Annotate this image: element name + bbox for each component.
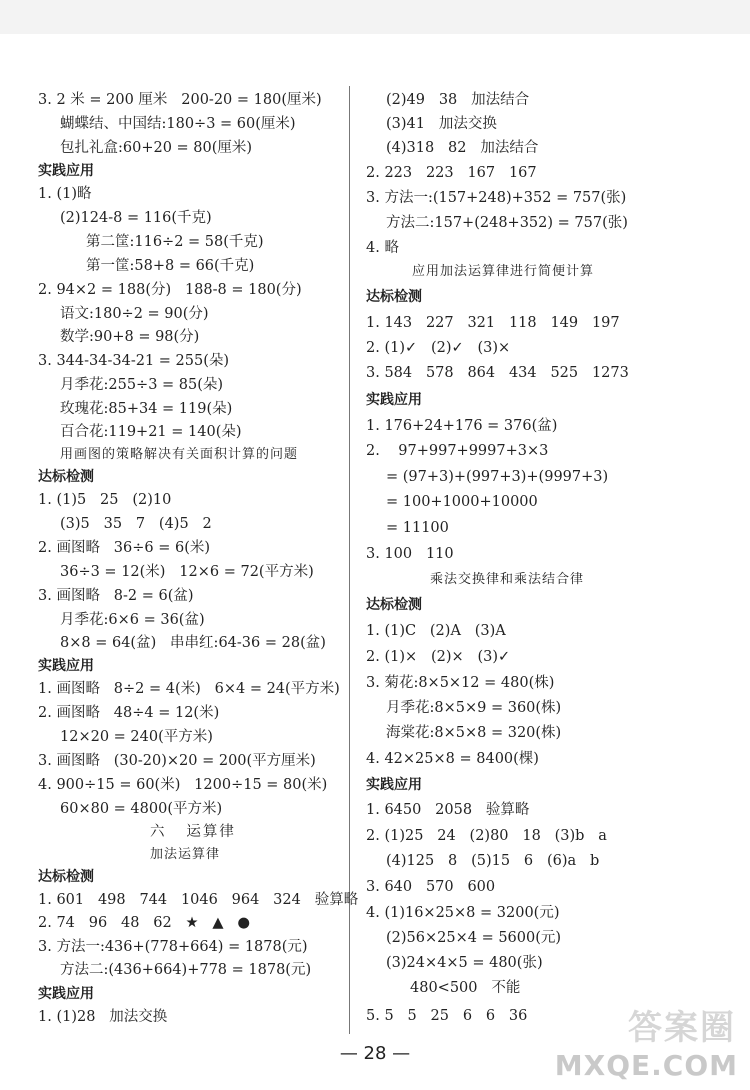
answer-line: (2)124-8 = 116(千克) bbox=[60, 210, 212, 226]
answer-line: 玫瑰花:85+34 = 119(朵) bbox=[60, 401, 233, 417]
answer-line: 1. 6450 2058 验算略 bbox=[366, 802, 530, 818]
section-heading: 达标检测 bbox=[38, 869, 94, 885]
answer-line: 月季花:255÷3 = 85(朵) bbox=[60, 377, 224, 393]
answer-line: (3)24×4×5 = 480(张) bbox=[386, 955, 543, 971]
subsection-title: 加法运算律 bbox=[150, 847, 221, 862]
watermark-logo bbox=[554, 998, 744, 1084]
answer-line: 方法二:(436+664)+778 = 1878(元) bbox=[60, 962, 312, 978]
answer-line: 第二筐:116÷2 = 58(千克) bbox=[86, 234, 264, 250]
section-heading: 达标检测 bbox=[38, 469, 94, 485]
subsection-title: 应用加法运算律进行简便计算 bbox=[412, 264, 595, 279]
answer-line: 2. (1)× (2)× (3)✓ bbox=[366, 649, 511, 665]
answer-line: 百合花:119+21 = 140(朵) bbox=[60, 424, 242, 440]
answer-line: 2. 94×2 = 188(分) 188-8 = 180(分) bbox=[38, 282, 302, 298]
answer-line: 8×8 = 64(盆) 串串红:64-36 = 28(盆) bbox=[60, 635, 326, 651]
answer-line: 4. 900÷15 = 60(米) 1200÷15 = 80(米) bbox=[38, 777, 328, 793]
watermark-main-text: 答案圈 bbox=[628, 1008, 736, 1048]
answer-line: 3. 584 578 864 434 525 1273 bbox=[366, 365, 629, 381]
answer-line: 数学:90+8 = 98(分) bbox=[60, 329, 200, 345]
answer-line: 1. 143 227 321 118 149 197 bbox=[366, 315, 620, 331]
answer-line: (2)49 38 加法结合 bbox=[386, 92, 530, 108]
answer-line: 蝴蝶结、中国结:180÷3 = 60(厘米) bbox=[60, 116, 296, 132]
answer-line: 2. 74 96 48 62 ★ ▲ ● bbox=[38, 915, 251, 931]
answer-line: 1. 176+24+176 = 376(盆) bbox=[366, 418, 558, 434]
top-band bbox=[0, 0, 750, 34]
answer-line: 4. 42×25×8 = 8400(棵) bbox=[366, 751, 539, 767]
answer-line: 4. (1)16×25×8 = 3200(元) bbox=[366, 905, 560, 921]
answer-line: 月季花:8×5×9 = 360(株) bbox=[386, 700, 562, 716]
answer-line: 1. 画图略 8÷2 = 4(米) 6×4 = 24(平方米) bbox=[38, 681, 340, 697]
answer-line: 2. 97+997+9997+3×3 bbox=[366, 443, 549, 459]
answer-line: 第一筐:58+8 = 66(千克) bbox=[86, 258, 255, 274]
answer-line: 2. (1)25 24 (2)80 18 (3)b a bbox=[366, 828, 607, 844]
answer-line: 60×80 = 4800(平方米) bbox=[60, 801, 223, 817]
answer-line: 2. 画图略 36÷6 = 6(米) bbox=[38, 540, 211, 556]
answer-line: 1. (1)C (2)A (3)A bbox=[366, 623, 506, 639]
answer-line: (4)125 8 (5)15 6 (6)a b bbox=[386, 853, 600, 869]
answer-line: 1. (1)28 加法交换 bbox=[38, 1009, 168, 1025]
answer-line: 3. 方法一:436+(778+664) = 1878(元) bbox=[38, 939, 308, 955]
section-heading: 达标检测 bbox=[366, 289, 422, 305]
answer-line: 语文:180÷2 = 90(分) bbox=[60, 306, 209, 322]
answer-line: 月季花:6×6 = 36(盆) bbox=[60, 612, 205, 628]
answer-line: = (97+3)+(997+3)+(9997+3) bbox=[386, 469, 609, 485]
answer-line: 2. (1)✓ (2)✓ (3)× bbox=[366, 340, 511, 356]
answer-line: 480<500 不能 bbox=[410, 980, 521, 996]
answer-line: 包扎礼盒:60+20 = 80(厘米) bbox=[60, 140, 253, 156]
answer-line: 3. 640 570 600 bbox=[366, 879, 496, 895]
section-heading: 实践应用 bbox=[366, 777, 422, 793]
answer-line: 3. 画图略 8-2 = 6(盆) bbox=[38, 588, 194, 604]
subsection-title: 乘法交换律和乘法结合律 bbox=[430, 572, 585, 587]
answer-line: 3. 344-34-34-21 = 255(朵) bbox=[38, 353, 230, 369]
answer-line: 2. 画图略 48÷4 = 12(米) bbox=[38, 705, 220, 721]
answer-line: 3. 2 米 = 200 厘米 200-20 = 180(厘米) bbox=[38, 92, 322, 108]
section-heading: 实践应用 bbox=[38, 658, 94, 674]
subsection-title: 用画图的策略解决有关面积计算的问题 bbox=[60, 447, 299, 462]
answer-line: 3. 100 110 bbox=[366, 546, 454, 562]
answer-line: = 100+1000+10000 bbox=[386, 494, 538, 510]
section-heading: 实践应用 bbox=[38, 986, 94, 1002]
answer-line: (3)41 加法交换 bbox=[386, 116, 497, 132]
answer-line: 3. 方法一:(157+248)+352 = 757(张) bbox=[366, 190, 627, 206]
answer-line: (2)56×25×4 = 5600(元) bbox=[386, 930, 562, 946]
answer-line: 36÷3 = 12(米) 12×6 = 72(平方米) bbox=[60, 564, 314, 580]
section-heading: 实践应用 bbox=[38, 163, 94, 179]
section-heading: 达标检测 bbox=[366, 597, 422, 613]
page-number: — 28 — bbox=[339, 1043, 411, 1064]
answer-line: 1. (1)略 bbox=[38, 186, 92, 202]
answer-line: 海棠花:8×5×8 = 320(株) bbox=[386, 725, 562, 741]
watermark-url-text: MXQE.COM bbox=[554, 1049, 738, 1082]
chapter-title: 六 运算律 bbox=[150, 824, 236, 840]
section-heading: 实践应用 bbox=[366, 392, 422, 408]
answer-line: 3. 菊花:8×5×12 = 480(株) bbox=[366, 675, 555, 691]
answer-line: 12×20 = 240(平方米) bbox=[60, 729, 213, 745]
answer-line: 4. 略 bbox=[366, 240, 399, 256]
answer-line: 5. 5 5 25 6 6 36 bbox=[366, 1008, 528, 1024]
answer-line: (3)5 35 7 (4)5 2 bbox=[60, 516, 212, 532]
answer-line: 2. 223 223 167 167 bbox=[366, 165, 537, 181]
answer-line: 1. (1)5 25 (2)10 bbox=[38, 492, 172, 508]
answer-line: 3. 画图略 (30-20)×20 = 200(平方厘米) bbox=[38, 753, 316, 769]
answer-line: 1. 601 498 744 1046 964 324 验算略 bbox=[38, 892, 359, 908]
answer-line: (4)318 82 加法结合 bbox=[386, 140, 539, 156]
answer-line: = 11100 bbox=[386, 520, 449, 536]
answer-line: 方法二:157+(248+352) = 757(张) bbox=[386, 215, 628, 231]
